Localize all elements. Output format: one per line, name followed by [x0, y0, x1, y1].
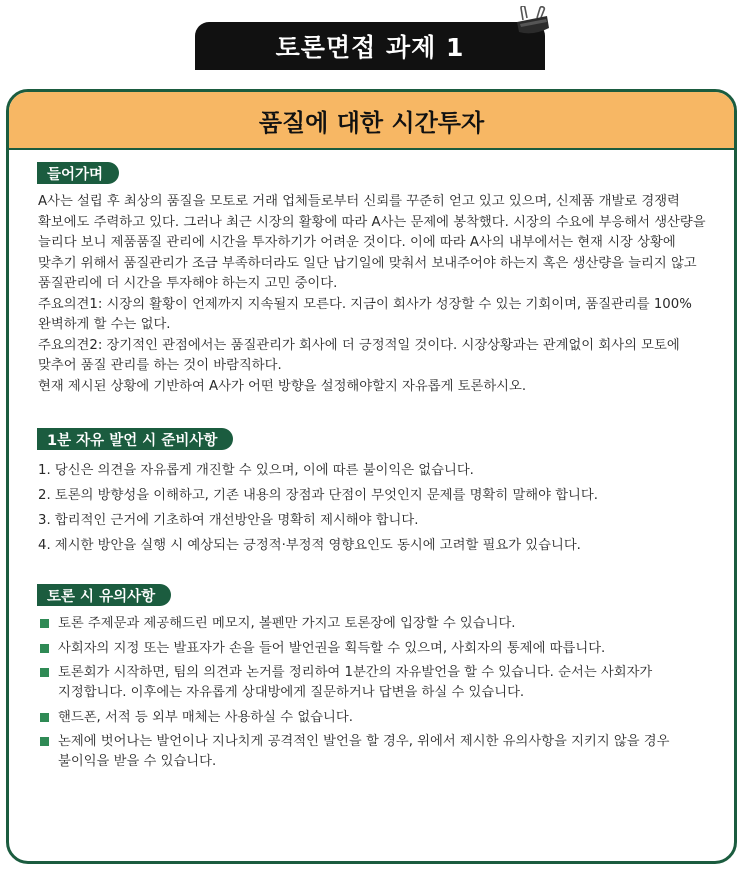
list-item-text: 토론회가 시작하면, 팀의 의견과 논거를 정리하여 1분간의 자유발언을 할 수 있습니다. 순서는 사회자가 지정합니다. 이후에는 자유롭게 상대방에게 질문하거나 답변을 하실 수 있습니다. — [58, 665, 653, 700]
intro-paragraph: A사는 설립 후 최상의 품질을 모토로 거래 업체들로부터 신뢰를 꾸준히 얻고 있고 있으며, 신제품 개발로 경쟁력 확보에도 주력하고 있다. 그러나 최근 시장의 활황에 따라 A사는 문제에 봉착했다. 시장의 수요에 부응해서 생산량을 늘리다 보니 제품품질 관리에 시간을 투자하기가 어려운 것이다. 이에 따라 A사의 내부에서는 현재 시장 상황에 맞추기 위해서 품질관리가 조금 부족하더라도 일단 납기일에 맞춰서 보내주어야 하는지 혹은 생산량을 늘리지 않고 품질관리에 더 시간을 투자해야 하는지 고민 중이다. — [38, 194, 706, 291]
square-bullet-icon — [40, 619, 49, 628]
list-item-text: 사회자의 지정 또는 발표자가 손을 들어 발언권을 획득할 수 있으며, 사회자의 통제에 따릅니다. — [58, 640, 606, 656]
prep-item: 2. 토론의 방향성을 이해하고, 기존 내용의 장점과 단점이 무엇인지 문제를 명확히 말해야 합니다. — [38, 488, 598, 503]
list-item — [38, 639, 718, 659]
binder-clip-icon — [513, 6, 553, 38]
prep-item: 3. 합리적인 근거에 기초하여 개선방안을 명확히 제시해야 합니다. — [38, 513, 419, 528]
intro-opinion-2: 주요의견2: 장기적인 관점에서는 품질관리가 회사에 더 긍정적일 것이다. 시장상황과는 관계없이 회사의 모토에 맞추어 품질 관리를 하는 것이 바람직하다. — [38, 337, 680, 373]
list-item-text: 핸드폰, 서적 등 외부 매체는 사용하실 수 없습니다. — [58, 709, 353, 725]
notes-heading: 토론 시 유의사항 — [37, 584, 171, 606]
list-item-text: 논제에 벗어나는 발언이나 지나치게 공격적인 발언을 할 경우, 위에서 제시한 유의사항을 지키지 않을 경우 불이익을 받을 수 있습니다. — [58, 734, 670, 769]
list-item-text: 토론 주제문과 제공해드린 메모지, 볼펜만 가지고 토론장에 입장할 수 있습니다. — [58, 616, 516, 631]
square-bullet-icon — [40, 737, 49, 746]
intro-opinion-1: 주요의견1: 시장의 활황이 언제까지 지속될지 모른다. 지금이 회사가 성장할 수 있는 기회이며, 품질관리를 100% 완벽하게 할 수는 없다. — [38, 296, 692, 332]
list-item — [38, 614, 718, 634]
square-bullet-icon — [40, 668, 49, 677]
prep-item: 4. 제시한 방안을 실행 시 예상되는 긍정적·부정적 영향요인도 동시에 고려할 필요가 있습니다. — [38, 538, 581, 553]
list-item — [38, 732, 718, 772]
page-title-tab — [195, 22, 545, 70]
square-bullet-icon — [40, 713, 49, 722]
list-item — [38, 708, 718, 728]
intro-instruction: 현재 제시된 상황에 기반하여 A사가 어떤 방향을 설정해야할지 자유롭게 토론하시오. — [38, 378, 527, 394]
main-card — [6, 89, 737, 864]
square-bullet-icon — [40, 644, 49, 653]
list-item — [38, 663, 718, 703]
prep-item: 1. 당신은 의견을 자유롭게 개진할 수 있으며, 이에 따른 불이익은 없습니다. — [38, 463, 474, 478]
prep-heading: 1분 자유 발언 시 준비사항 — [37, 428, 233, 450]
page-title: 토론면접 과제 1 — [275, 33, 465, 62]
notes-list — [38, 614, 718, 777]
intro-body — [38, 192, 718, 397]
intro-heading: 들어가며 — [37, 162, 119, 184]
prep-list — [38, 458, 718, 558]
card-title: 품질에 대한 시간투자 — [9, 92, 734, 150]
